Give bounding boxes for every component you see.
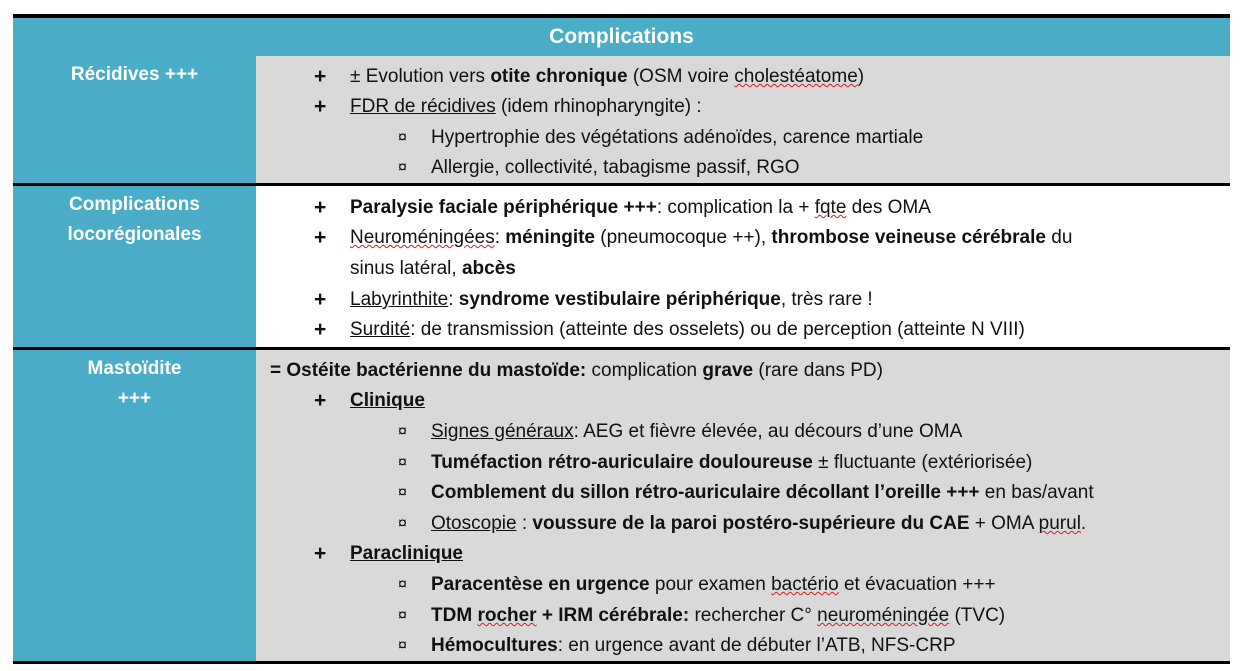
text-run: rechercher C°: [689, 605, 818, 626]
list-item: [350, 223, 1072, 253]
row-recidives: [13, 56, 1230, 186]
text-run: Paracentèse en urgence: [431, 574, 650, 595]
text-run: : complication la +: [656, 197, 815, 218]
text-run: Surdité: [350, 319, 411, 340]
text-run: otite chronique: [490, 66, 628, 87]
text-run: et évacuation +++: [838, 574, 996, 595]
text-run: Signes généraux: [431, 421, 574, 442]
list-item: [350, 285, 873, 315]
list-item: [431, 478, 1094, 508]
text-run: des OMA: [846, 197, 931, 218]
text-run: :: [448, 289, 459, 310]
text-run: ): [857, 66, 865, 87]
text-run: (OSM voire: [627, 66, 735, 87]
text-run: : en urgence avant de débuter l’ATB, NFS-CRP: [557, 635, 956, 656]
text-run: ± fluctuante (extériorisée): [812, 452, 1033, 473]
row-label-line: Mastoïdite: [87, 358, 182, 379]
row-label-recidives: [13, 56, 256, 183]
list-item: [270, 356, 883, 386]
text-run: rocher: [477, 605, 537, 626]
list-item: [350, 315, 1025, 345]
text-run: neuroméningée: [817, 605, 950, 626]
text-run: + OMA: [969, 513, 1039, 534]
row-mastoidite: [13, 350, 1230, 664]
text-run: Comblement du sillon rétro-auriculaire décollant l’oreille +++: [431, 482, 980, 503]
text-run: bactério: [771, 574, 839, 595]
currency-bullet-icon: ¤: [398, 484, 407, 501]
text-run: fqte: [814, 197, 847, 218]
text-run: pour examen: [649, 574, 772, 595]
plus-bullet-icon: +: [314, 318, 327, 341]
text-run: grave: [702, 360, 754, 381]
text-run: abcès: [461, 258, 516, 279]
currency-bullet-icon: ¤: [398, 515, 407, 532]
text-run: complication: [586, 360, 703, 381]
text-run: (pneumocoque ++),: [595, 227, 772, 248]
text-run: Hypertrophie des végétations adénoïdes, carence martiale: [431, 127, 924, 148]
text-run: : AEG et fièvre élevée, au décours d’une OMA: [573, 421, 963, 442]
list-item: [350, 539, 463, 569]
row-label-line: Complications: [69, 194, 200, 215]
text-run: Otoscopie: [431, 513, 517, 534]
text-run: + IRM cérébrale:: [536, 605, 690, 626]
text-run: (idem rhinopharyngite) :: [495, 96, 702, 117]
text-run: Neuroméningées: [350, 227, 495, 248]
list-item: [431, 631, 956, 661]
row-label-line: +++: [117, 388, 152, 409]
list-item: [350, 92, 702, 122]
row-label-line: locorégionales: [67, 224, 202, 245]
text-run: cholestéatome: [734, 66, 858, 87]
text-run: = Ostéite bactérienne du mastoïde:: [270, 360, 587, 381]
row-complications-locoregionales: [13, 186, 1230, 350]
complications-table: [13, 14, 1230, 664]
list-item: [431, 601, 1005, 631]
text-run: :: [516, 513, 533, 534]
text-run: Allergie, collectivité, tabagisme passif, RGO: [431, 157, 800, 178]
list-item: [431, 509, 1086, 539]
list-item: [431, 417, 962, 447]
list-item: [431, 448, 1032, 478]
currency-bullet-icon: ¤: [398, 129, 407, 146]
text-run: Clinique: [350, 390, 425, 411]
plus-bullet-icon: +: [314, 226, 327, 249]
list-item: [431, 153, 800, 183]
text-run: , très rare !: [780, 289, 873, 310]
text-run: (rare dans PD): [753, 360, 883, 381]
text-run: sinus latéral,: [350, 258, 462, 279]
text-run: méningite: [505, 227, 595, 248]
text-run: Tuméfaction rétro-auriculaire douloureuse: [431, 452, 813, 473]
list-item: [350, 193, 931, 223]
text-run: purul: [1038, 513, 1081, 534]
list-item: [350, 386, 425, 416]
currency-bullet-icon: ¤: [398, 576, 407, 593]
row-label-mastoidite: [13, 350, 256, 661]
text-run: ± Evolution vers: [350, 66, 491, 87]
list-item: [431, 570, 996, 600]
text-run: Paralysie faciale périphérique +++: [350, 197, 657, 218]
plus-bullet-icon: +: [314, 65, 327, 88]
text-run: : de transmission (atteinte des osselets) ou de perception (atteinte N VIII): [410, 319, 1025, 340]
plus-bullet-icon: +: [314, 196, 327, 219]
text-run: du: [1045, 227, 1073, 248]
plus-bullet-icon: +: [314, 389, 327, 412]
row-label-text: Récidives +++: [70, 64, 199, 85]
currency-bullet-icon: ¤: [398, 454, 407, 471]
plus-bullet-icon: +: [314, 542, 327, 565]
text-run: en bas/avant: [979, 482, 1094, 503]
currency-bullet-icon: ¤: [398, 423, 407, 440]
currency-bullet-icon: ¤: [398, 637, 407, 654]
list-item-continuation: [350, 254, 516, 284]
text-run: thrombose veineuse cérébrale: [771, 227, 1046, 248]
currency-bullet-icon: ¤: [398, 607, 407, 624]
row-content-locoregionales: [256, 186, 1230, 347]
text-run: Hémocultures: [431, 635, 558, 656]
text-run: Labyrinthite: [350, 289, 449, 310]
text-run: Paraclinique: [350, 543, 463, 564]
plus-bullet-icon: +: [314, 288, 327, 311]
text-run: (TVC): [949, 605, 1006, 626]
row-label-locoregionales: [13, 186, 256, 347]
list-item: [431, 123, 923, 153]
table-header: Complications: [13, 14, 1230, 56]
row-content-recidives: [256, 56, 1230, 183]
text-run: :: [494, 227, 506, 248]
list-item: [350, 62, 864, 92]
text-run: TDM: [431, 605, 478, 626]
text-run: FDR de récidives: [350, 96, 496, 117]
row-content-mastoidite: [256, 350, 1230, 661]
text-run: .: [1080, 513, 1087, 534]
text-run: voussure de la paroi postéro-supérieure du CAE: [532, 513, 970, 534]
text-run: syndrome vestibulaire périphérique: [458, 289, 781, 310]
plus-bullet-icon: +: [314, 95, 327, 118]
currency-bullet-icon: ¤: [398, 159, 407, 176]
